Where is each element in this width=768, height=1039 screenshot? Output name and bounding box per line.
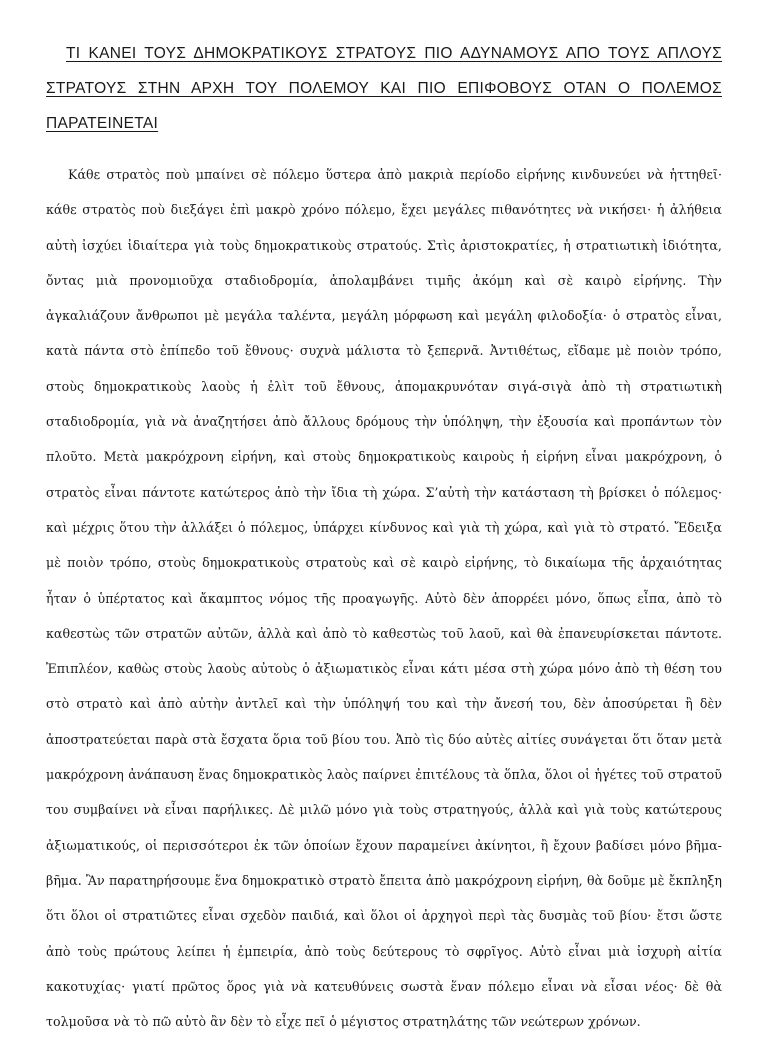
body-paragraph: Κάθε στρατὸς ποὺ μπαίνει σὲ πόλεμο ὕστερα ἀπὸ μακριὰ περίοδο εἰρήνης κινδυνεύει νὰ ἡττηθεῖ· κάθε στρατὸς ποὺ διεξάγει ἐπὶ μακρὸ χρόνο πόλεμο, ἔχει μεγάλες πιθανότητες νὰ νικήσει· ἡ ἀλήθεια αὐτὴ ἰσχύει ἰδιαίτερα γιὰ τοὺς δημοκρατικοὺς στρατούς. Στὶς ἀριστοκρατίες, ἡ στρατιωτικὴ ἰδιότητα, ὄντας μιὰ προνομιοῦχα σταδιοδρομία, ἀπολαμβάνει τιμῆς ἀκόμη καὶ σὲ καιρὸ εἰρήνης. Τὴν ἀγκαλιάζουν ἄνθρωποι μὲ μεγάλα ταλέντα, μεγάλη μόρφωση καὶ μεγάλη φιλοδοξία· ὁ στρατὸς εἶναι, κατὰ πάντα στὸ ἐπίπεδο τοῦ ἔθνους· συχνὰ μάλιστα τὸ ξεπερνᾶ. Ἀντιθέτως, εἴδαμε μὲ ποιὸν τρόπο, στοὺς δημοκρατικοὺς λαοὺς ἡ ἐλὶτ τοῦ ἔθνους, ἀπομακρυνόταν σιγά-σιγὰ ἀπὸ τὴ στρατιωτικὴ σταδιοδρομία, γιὰ νὰ ἀναζητήσει ἀπὸ ἄλλους δρόμους τὴν ὑπόληψη, τὴν ἐξουσία καὶ προπάντων τὸν πλοῦτο. Μετὰ μακρόχρονη εἰρήνη, καὶ στοὺς δημοκρατικοὺς καιροὺς ἡ εἰρήνη εἶναι μακρόχρονη, ὁ στρατὸς εἶναι πάντοτε κατώτερος ἀπὸ τὴν ἴδια τὴ χώρα. Σ’αὐτὴ τὴν κατάσταση τὴ βρίσκει ὁ πόλεμος· καὶ μέχρις ὅτου τὴν ἀλλάξει ὁ πόλεμος, ὑπάρχει κίνδυνος καὶ γιὰ τὴ χώρα, καὶ γιὰ τὸ στρατό. Ἔδειξα μὲ ποιὸν τρόπο, στοὺς δημοκρατικοὺς στρατοὺς καὶ σὲ καιρὸ εἰρήνης, τὸ δικαίωμα τῆς ἀρχαιότητας ἦταν ὁ ὑπέρτατος καὶ ἄκαμπτος νόμος τῆς προαγωγῆς. Αὐτὸ δὲν ἀπορρέει μόνο, ὅπως εἶπα, ἀπὸ τὸ καθεστὼς τῶν στρατῶν αὐτῶν, ἀλλὰ καὶ ἀπὸ τὸ καθεστὼς τοῦ λαοῦ, καὶ θὰ ἐπανευρίσκεται πάντοτε. Ἐπιπλέον, καθὼς στοὺς λαοὺς αὐτοὺς ὁ ἀξιωματικὸς εἶναι κάτι μέσα στὴ χώρα μόνο ἀπὸ τὴ θέση του στὸ στρατὸ καὶ ἀπὸ αὐτὴν ἀντλεῖ καὶ τὴν ὑπόληψή του καὶ τὴν ἄνεσή του, δὲν ἀποσύρεται ἢ δὲν ἀποστρατεύεται παρὰ στὰ ἔσχατα ὅρια τοῦ βίου του. Ἀπὸ τὶς δύο αὐτὲς αἰτίες συνάγεται ὅτι ὅταν μετὰ μακρόχρονη ἀνάπαυση ἕνας δημοκρατικὸς λαὸς παίρνει ἐπιτέλους τὰ ὅπλα, ὅλοι οἱ ἡγέτες τοῦ στρατοῦ του συμβαίνει νὰ εἶναι παρήλικες. Δὲ μιλῶ μόνο γιὰ τοὺς στρατηγούς, ἀλλὰ καὶ γιὰ τοὺς κατώτερους ἀξιωματικούς, οἱ περισσότεροι ἐκ τῶν ὁποίων ἔχουν παραμείνει ἀκίνητοι, ἢ ἔχουν βαδίσει μόνο βῆμα-βῆμα. Ἂν παρατηρήσουμε ἕνα δημοκρατικὸ στρατὸ ἔπειτα ἀπὸ μακρόχρονη εἰρήνη, θὰ δοῦμε μὲ ἔκπληξη ὅτι ὅλοι οἱ στρατιῶτες εἶναι σχεδὸν παιδιά, καὶ ὅλοι οἱ ἀρχηγοὶ περὶ τὰς δυσμὰς τοῦ βίου· ἔτσι ὥστε ἀπὸ τοὺς πρώτους λείπει ἡ ἐμπειρία, ἀπὸ τοὺς δεύτερους τὸ σφρῖγος. Αὐτὸ εἶναι μιὰ ἰσχυρὴ αἰτία κακοτυχίας· γιατί πρῶτος ὅρος γιὰ νὰ κατευθύνεις σωστὰ ἕναν πόλεμο εἶναι νὰ εἶσαι νέος· δὲ θὰ τολμοῦσα νὰ τὸ πῶ αὐτὸ ἂν δὲν τὸ εἶχε πεῖ ὁ μέγιστος στρατηλάτης τῶν νεώτερων χρόνων.: [46, 167, 722, 1030]
chapter-title: ΤΙ ΚΑΝΕΙ ΤΟΥΣ ΔΗΜΟΚΡΑΤΙΚΟΥΣ ΣΤΡΑΤΟΥΣ ΠΙΟ ΑΔΥΝΑΜΟΥΣ ΑΠΟ ΤΟΥΣ ΑΠΛΟΥΣ ΣΤΡΑΤΟΥΣ ΣΤΗΝ ΑΡΧΗ ΤΟΥ ΠΟΛΕΜΟΥ ΚΑΙ ΠΙΟ ΕΠΙΦΟΒΟΥΣ ΟΤΑΝ Ο ΠΟΛΕΜΟΣ ΠΑΡΑΤΕΙΝΕΤΑΙ: [46, 45, 722, 132]
